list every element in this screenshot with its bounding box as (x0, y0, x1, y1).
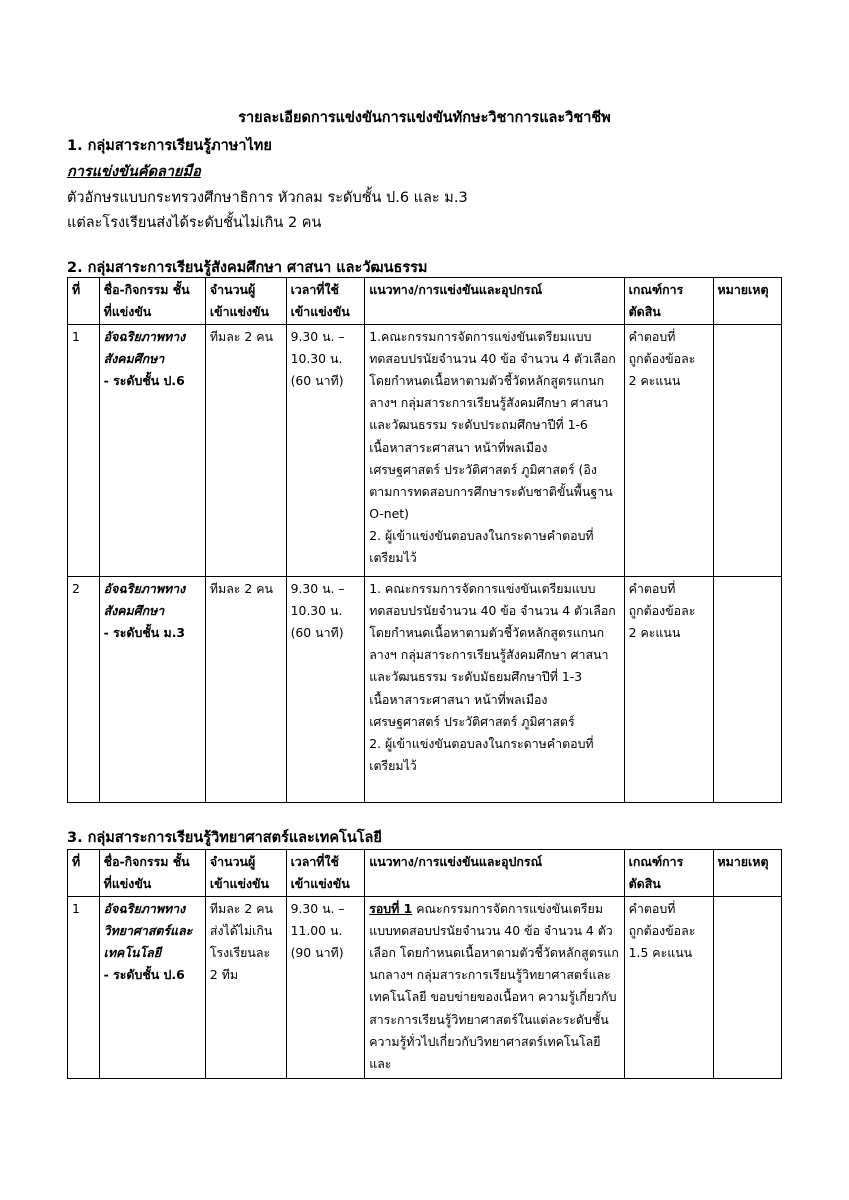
section-heading-science: 3. กลุ่มสาระการเรียนรู้วิทยาศาสตร์และเทคโนโลยี (67, 830, 382, 846)
method-paragraph (369, 898, 619, 1075)
activity-level: - ระดับชั้น ป.6 (103, 967, 185, 983)
method-cell (365, 577, 624, 803)
header-time-line: เข้าแข่งขัน (290, 876, 350, 892)
header-participants (205, 278, 286, 325)
subheading-handwriting: การแข่งขันคัดลายมือ (67, 164, 201, 180)
activity-name-line: อัจฉริยภาพทาง (103, 901, 186, 917)
activity-name-line: เทคโนโลยี (103, 945, 161, 961)
time-cell (286, 577, 365, 803)
header-activity (99, 278, 205, 325)
row-number: 2 (68, 577, 100, 803)
table-header-row (68, 278, 782, 325)
header-participants-line: เข้าแข่งขัน (209, 876, 269, 892)
header-note: หมายเหตุ (713, 278, 782, 325)
judging-line: ถูกต้องข้อละ (628, 923, 696, 939)
time-line: 11.00 น. (290, 923, 343, 939)
handwriting-limit-line: แต่ละโรงเรียนส่งได้ระดับชั้นไม่เกิน 2 คน (67, 215, 322, 231)
participants-cell: ทีมละ 2 คน (205, 325, 286, 577)
time-line: 10.30 น. (290, 603, 343, 619)
header-activity-line: ที่แข่งขัน (103, 304, 152, 320)
participants-line: ส่งได้ไม่เกิน (209, 923, 273, 939)
time-line: (90 นาที) (290, 945, 344, 961)
activity-name-line: อัจฉริยภาพทาง (103, 329, 186, 345)
judging-line: ถูกต้องข้อละ (628, 603, 696, 619)
judging-cell (624, 897, 713, 1079)
time-line: 9.30 น. – (290, 581, 345, 597)
participants-line: ทีมละ 2 คน (209, 901, 273, 917)
science-table (67, 849, 782, 1079)
header-judging (624, 850, 713, 897)
header-activity-line: ชื่อ-กิจกรรม ชั้น (103, 854, 190, 869)
header-method: แนวทาง/การแข่งขันและอุปกรณ์ (365, 278, 624, 325)
participants-cell (205, 897, 286, 1079)
header-no: ที่ (68, 278, 100, 325)
header-time-line: เวลาที่ใช้ (290, 282, 339, 297)
header-participants-line: จำนวนผู้ (209, 854, 256, 869)
header-judging-line: ตัดสิน (628, 304, 661, 320)
header-time-line: เข้าแข่งขัน (290, 304, 350, 320)
table-row (68, 325, 782, 577)
row-number: 1 (68, 897, 100, 1079)
header-activity (99, 850, 205, 897)
activity-name-line: วิทยาศาสตร์และ (103, 923, 193, 939)
note-cell (713, 897, 782, 1079)
section-heading-social: 2. กลุ่มสาระการเรียนรู้สังคมศึกษา ศาสนา และวัฒนธรรม (67, 260, 428, 276)
time-cell (286, 897, 365, 1079)
activity-name-line: อัจฉริยภาพทาง (103, 581, 186, 597)
time-line: 10.30 น. (290, 351, 343, 367)
method-cell (365, 325, 624, 577)
section-heading-thai: 1. กลุ่มสาระการเรียนรู้ภาษาไทย (67, 138, 272, 154)
method-cell (365, 897, 624, 1079)
judging-line: 2 คะแนน (628, 373, 681, 389)
header-judging-line: เกณฑ์การ (628, 854, 684, 869)
activity-cell (99, 325, 205, 577)
header-judging-line: ตัดสิน (628, 876, 661, 892)
judging-line: คำตอบที่ (628, 901, 676, 917)
note-cell (713, 325, 782, 577)
header-time (286, 850, 365, 897)
participants-cell: ทีมละ 2 คน (205, 577, 286, 803)
social-studies-table (67, 277, 782, 803)
handwriting-detail-line: ตัวอักษรแบบกระทรวงศึกษาธิการ หัวกลม ระดับชั้น ป.6 และ ม.3 (67, 190, 468, 206)
activity-cell (99, 577, 205, 803)
header-activity-line: ที่แข่งขัน (103, 876, 152, 892)
note-cell (713, 577, 782, 803)
method-text: คณะกรรมการจัดการแข่งขันเตรียมแบบทดสอบปรนัยจำนวน 40 ข้อ จำนวน 4 ตัวเลือก โดยกำหนดเนื้อหาตามตัวชี้วัดหลักสูตรแกนกลางฯ กลุ่มสาระการเรียนรู้วิทยาศาสตร์และเทคโนโลยี ขอบข่ายของเนื้อหา ความรู้เกี่ยวกับสาระการเรียนรู้วิทยาศาสตร์ในแต่ละระดับชั้น ความรู้ทั่วไปเกี่ยวกับวิทยาศาสตร์เทคโนโลยีและ (369, 901, 619, 1071)
header-participants-line: เข้าแข่งขัน (209, 304, 269, 320)
page-title: รายละเอียดการแข่งขันการแข่งขันทักษะวิชาการและวิชาชีพ (238, 110, 611, 126)
header-no: ที่ (68, 850, 100, 897)
header-participants (205, 850, 286, 897)
table-row (68, 577, 782, 803)
table-row (68, 897, 782, 1079)
round-label: รอบที่ 1 (369, 901, 413, 917)
header-time (286, 278, 365, 325)
table-header-row (68, 850, 782, 897)
header-judging-line: เกณฑ์การ (628, 282, 684, 297)
time-line: (60 นาที) (290, 625, 344, 641)
participants-line: 2 ทีม (209, 967, 239, 983)
method-paragraph: 2. ผู้เข้าแข่งขันตอบลงในกระดาษคำตอบที่เตรียมไว้ (369, 735, 594, 773)
method-paragraph: 2. ผู้เข้าแข่งขันตอบลงในกระดาษคำตอบที่เตรียมไว้ (369, 527, 594, 565)
method-paragraph: 1.คณะกรรมการจัดการแข่งขันเตรียมแบบทดสอบปรนัยจำนวน 40 ข้อ จำนวน 4 ตัวเลือก โดยกำหนดเนื้อหาตามตัวชี้วัดหลักสูตรแกนกลางฯ กลุ่มสาระการเรียนรู้สังคมศึกษา ศาสนาและวัฒนธรรม ระดับประถมศึกษาปีที่ 1-6 เนื้อหาสาระศาสนา หน้าที่พลเมือง เศรษฐศาสตร์ ประวัติศาสตร์ ภูมิศาสตร์ (อิงตามการทดสอบการศึกษาระดับชาติขั้นพื้นฐาน O-net) (369, 329, 616, 521)
time-line: (60 นาที) (290, 373, 344, 389)
row-number: 1 (68, 325, 100, 577)
activity-name-line: สังคมศึกษา (103, 351, 165, 367)
time-line: 9.30 น. – (290, 901, 345, 917)
participants-line: โรงเรียนละ (209, 945, 271, 961)
header-activity-line: ชื่อ-กิจกรรม ชั้น (103, 282, 190, 297)
judging-line: 1.5 คะแนน (628, 945, 693, 961)
time-line: 9.30 น. – (290, 329, 345, 345)
header-participants-line: จำนวนผู้ (209, 282, 256, 297)
header-note: หมายเหตุ (713, 850, 782, 897)
activity-name-line: สังคมศึกษา (103, 603, 165, 619)
judging-line: 2 คะแนน (628, 625, 681, 641)
judging-line: คำตอบที่ (628, 329, 676, 345)
time-cell (286, 325, 365, 577)
judging-cell (624, 325, 713, 577)
method-paragraph: 1. คณะกรรมการจัดการแข่งขันเตรียมแบบทดสอบปรนัยจำนวน 40 ข้อ จำนวน 4 ตัวเลือก โดยกำหนดเนื้อหาตามตัวชี้วัดหลักสูตรแกนกลางฯ กลุ่มสาระการเรียนรู้สังคมศึกษา ศาสนาและวัฒนธรรม ระดับมัธยมศึกษาปีที่ 1-3 เนื้อหาสาระศาสนา หน้าที่พลเมือง เศรษฐศาสตร์ ประวัติศาสตร์ ภูมิศาสตร์ (369, 581, 616, 729)
activity-cell (99, 897, 205, 1079)
header-judging (624, 278, 713, 325)
activity-level: - ระดับชั้น ม.3 (103, 625, 186, 641)
judging-line: ถูกต้องข้อละ (628, 351, 696, 367)
header-method: แนวทาง/การแข่งขันและอุปกรณ์ (365, 850, 624, 897)
judging-line: คำตอบที่ (628, 581, 676, 597)
judging-cell (624, 577, 713, 803)
activity-level: - ระดับชั้น ป.6 (103, 373, 185, 389)
header-time-line: เวลาที่ใช้ (290, 854, 339, 869)
